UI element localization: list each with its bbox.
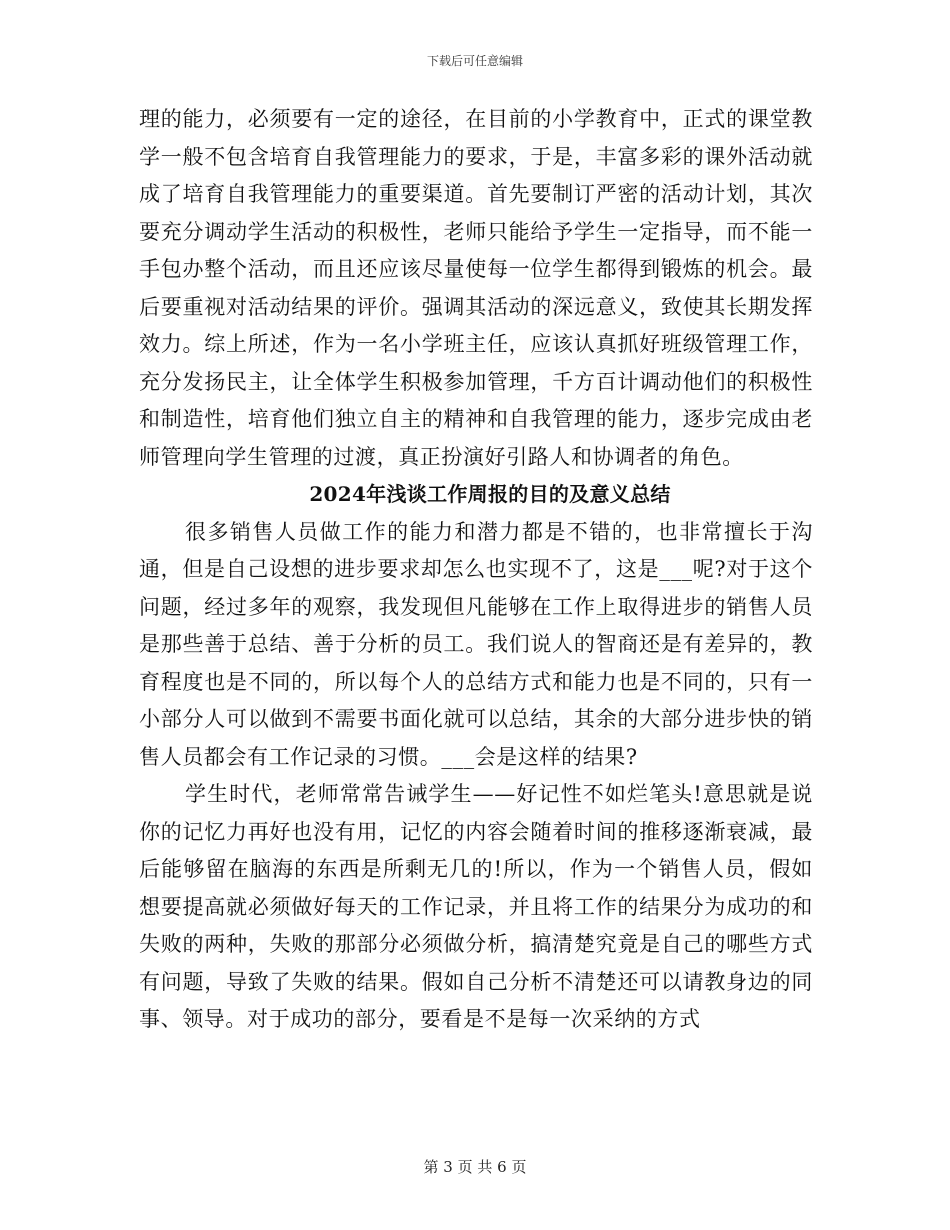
section-title: 2024年浅谈工作周报的目的及意义总结 xyxy=(309,482,671,506)
body-paragraph-2: 很多销售人员做工作的能力和潜力都是不错的，也非常擅长于沟通，但是自己设想的进步要求却怎么也实现不了，这是___呢?对于这个问题，经过多年的观察，我发现但凡能够在工作上取得进步的销售人员是那些善于总结、善于分析的员工。我们说人的智商还是有差异的，教育程度也是不同的，所以每个人的总结方式和能力也是不同的，只有一小部分人可以做到不需要书面化就可以总结，其余的大部分进步快的销售人员都会有工作记录的习惯。___会是这样的结果? xyxy=(139,519,813,769)
page-header: 下载后可任意编辑 xyxy=(426,54,523,68)
body-paragraph-1: 理的能力，必须要有一定的途径，在目前的小学教育中，正式的课堂教学一般不包含培育自我管理能力的要求，于是，丰富多彩的课外活动就成了培育自我管理能力的重要渠道。首先要制订严密的活动计划，其次要充分调动学生活动的积极性，老师只能给予学生一定指导，而不能一手包办整个活动，而且还应该尽量使每一位学生都得到锻炼的机会。最后要重视对活动结果的评价。强调其活动的深远意义，致使其长期发挥效力。综上所述，作为一名小学班主任，应该认真抓好班级管理工作，充分发扬民主，让全体学生积极参加管理，千方百计调动他们的积极性和制造性，培育他们独立自主的精神和自我管理的能力，逐步完成由老师管理向学生管理的过渡，真正扮演好引路人和协调者的角色。 xyxy=(139,107,813,469)
body-paragraph-3: 学生时代，老师常常告诫学生——好记性不如烂笔头!意思就是说你的记忆力再好也没有用，记忆的内容会随着时间的推移逐渐衰减，最后能够留在脑海的东西是所剩无几的!所以，作为一个销售人员，假如想要提高就必须做好每天的工作记录，并且将工作的结果分为成功的和失败的两种，失败的那部分必须做分析，搞清楚究竟是自己的哪些方式有问题，导致了失败的结果。假如自己分析不清楚还可以请教身边的同事、领导。对于成功的部分，要看是不是每一次采纳的方式 xyxy=(139,782,813,1031)
page-number: 第 3 页 共 6 页 xyxy=(423,1158,527,1176)
document-body xyxy=(139,101,813,1039)
